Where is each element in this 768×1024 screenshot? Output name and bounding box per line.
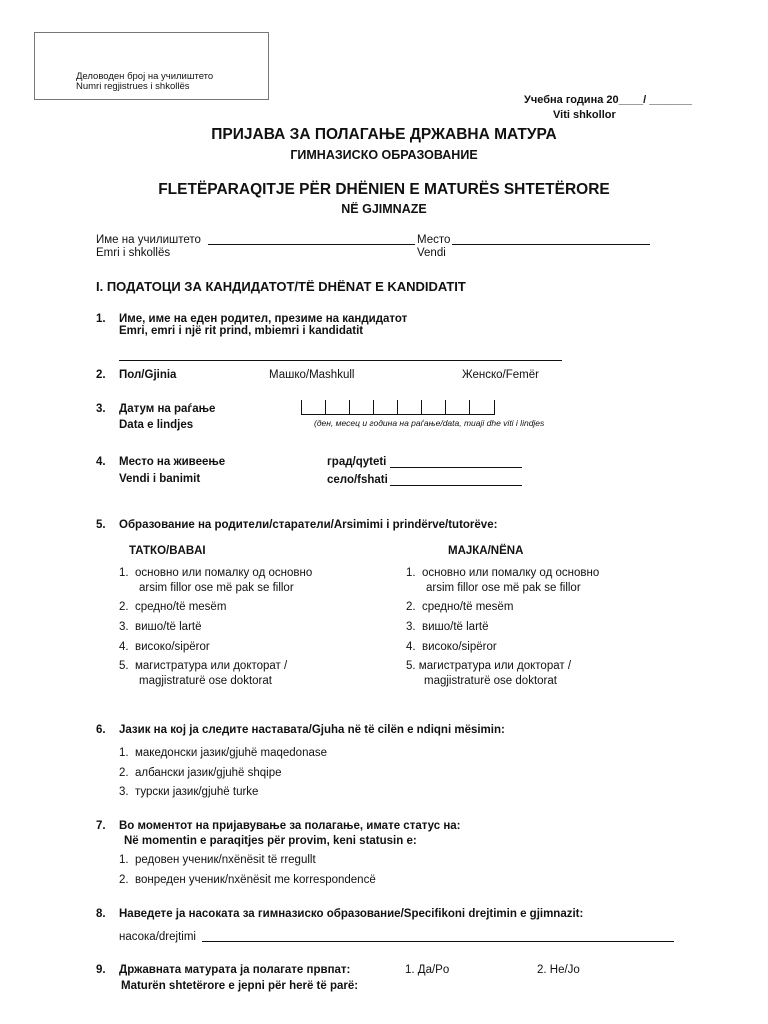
gender-option-male[interactable]: Машко/Mashkull [269, 369, 355, 381]
form-title-mk: ПРИЈАВА ЗА ПОЛАГАЊЕ ДРЖАВНА МАТУРА [211, 126, 557, 143]
option-text: средно/të mesëm [421, 601, 514, 613]
school-name-label-sq: Emri i shkollës [96, 247, 171, 259]
option-text: вишо/të lartë [134, 621, 202, 633]
school-year-label-mk: Учебна година 20____/ _______ [524, 94, 693, 106]
village-label: село/fshati [327, 474, 388, 486]
q1-number: 1. [96, 313, 106, 325]
option-number: 3. [406, 621, 416, 633]
date-box[interactable] [349, 400, 374, 415]
q6-number: 6. [96, 724, 106, 736]
first-time-option-no[interactable]: 2. Не/Jo [537, 964, 580, 976]
mother-option-4[interactable] [406, 641, 497, 653]
language-option-albanian[interactable]: 2. албански јазик/gjuhë shqipe [119, 767, 282, 779]
date-box[interactable] [469, 400, 495, 415]
q9-number: 9. [96, 964, 106, 976]
status-option-regular[interactable]: 1. редовен ученик/nxënësit të rregullt [119, 854, 316, 866]
school-name-label-mk: Име на училиштето [96, 234, 201, 246]
mother-option-5[interactable] [406, 660, 571, 672]
place-label-mk: Место [417, 234, 451, 246]
option-text: турски јазик/gjuhë turke [134, 786, 259, 798]
option-text: основно или помалку од основно [134, 567, 313, 579]
option-text: вонреден ученик/nxënësit me korrespondencë [134, 874, 376, 886]
mother-option-5-sq: magjistraturë ose doktorat [424, 675, 557, 687]
residence-label-mk: Место на живеење [119, 456, 226, 468]
village-field[interactable] [390, 485, 522, 486]
first-time-label-sq: Maturën shtetërore e jepni për herë të parë: [121, 980, 359, 992]
option-text: редовен ученик/nxënësit të rregullt [134, 854, 316, 866]
father-option-5[interactable] [119, 660, 287, 672]
option-number: 1. [119, 567, 129, 579]
father-option-1[interactable] [119, 567, 312, 579]
date-box[interactable] [445, 400, 470, 415]
option-text: вишо/të lartë [421, 621, 489, 633]
gender-option-female[interactable]: Женско/Femër [462, 369, 539, 381]
form-subtitle-mk: ГИМНАЗИСКО ОБРАЗОВАНИЕ [290, 148, 478, 162]
direction-field-label: насока/drejtimi [119, 931, 196, 943]
q2-number: 2. [96, 369, 106, 381]
q1-label-mk: Име, име на еден родител, презиме на кандидатот [119, 313, 408, 325]
language-option-turkish[interactable]: 3. турски јазик/gjuhë turke [119, 786, 259, 798]
place-label-sq: Vendi [417, 247, 446, 259]
option-number: 5. [406, 660, 416, 672]
option-number: 5. [119, 660, 129, 672]
gender-label: Пол/Gjinia [119, 369, 177, 381]
candidate-full-name-field[interactable] [119, 360, 562, 361]
gymnasium-direction-label: Наведете ја насоката за гимназиско образование/Specifikoni drejtimin e gjimnazit: [119, 908, 584, 920]
father-option-4[interactable] [119, 641, 210, 653]
option-text: високо/sipëror [421, 641, 497, 653]
place-field[interactable] [452, 244, 650, 245]
q4-number: 4. [96, 456, 106, 468]
registration-label-sq: Numri regjistrues i shkollës [76, 81, 190, 92]
teaching-language-label: Јазик на кој ја следите наставата/Gjuha në të cilën e ndiqni mësimin: [119, 724, 505, 736]
city-field[interactable] [390, 467, 522, 468]
direction-field[interactable] [202, 941, 674, 942]
residence-label-sq: Vendi i banimit [119, 473, 201, 485]
option-number: 4. [406, 641, 416, 653]
status-label-mk: Во моментот на пријавување за полагање, имате статус на: [119, 820, 461, 832]
option-text: високо/sipëror [134, 641, 210, 653]
date-box[interactable] [421, 400, 446, 415]
first-time-option-yes[interactable]: 1. Да/Po [405, 964, 450, 976]
q7-number: 7. [96, 820, 106, 832]
option-text: магистратура или докторат / [418, 660, 572, 672]
q1-label-sq: Emri, emri i një rit prind, mbiemri i kandidatit [119, 325, 364, 337]
q5-number: 5. [96, 519, 106, 531]
date-box[interactable] [397, 400, 422, 415]
status-label-sq: Në momentin e paraqitjes për provim, keni statusin e: [124, 835, 417, 847]
mother-option-3[interactable] [406, 621, 489, 633]
q3-number: 3. [96, 403, 106, 415]
mother-option-1[interactable] [406, 567, 599, 579]
city-label: град/qyteti [327, 456, 387, 468]
option-number: 3. [119, 621, 129, 633]
form-subtitle-sq: NË GJIMNAZE [341, 202, 427, 216]
date-box[interactable] [373, 400, 398, 415]
school-name-field[interactable] [208, 244, 415, 245]
birth-date-label-mk: Датум на раѓање [119, 403, 216, 415]
father-column-title: ТАТКО/BABAI [129, 545, 206, 557]
option-text: магистратура или докторат / [134, 660, 288, 672]
option-number: 1. [406, 567, 416, 579]
option-text: основно или помалку од основно [421, 567, 600, 579]
option-text: албански јазик/gjuhë shqipe [134, 767, 282, 779]
form-title-sq: FLETËPARAQITJE PËR DHËNIEN E MATURËS SHTETËRORE [158, 181, 610, 198]
mother-column-title: МАЈКА/NËNA [448, 545, 524, 557]
father-option-1-sq: arsim fillor ose më pak se fillor [139, 582, 294, 594]
date-box[interactable] [301, 400, 326, 415]
father-option-5-sq: magjistraturë ose doktorat [139, 675, 272, 687]
birth-date-label-sq: Data e lindjes [119, 419, 194, 431]
option-text: средно/të mesëm [134, 601, 227, 613]
mother-option-1-sq: arsim fillor ose më pak se fillor [426, 582, 581, 594]
birth-date-hint: (ден, месец и година на раѓање/data, muaji dhe viti i lindjes [314, 418, 545, 428]
q8-number: 8. [96, 908, 106, 920]
registration-label-mk: Деловоден број на училиштето [76, 71, 214, 82]
status-option-correspondence[interactable]: 2. вонреден ученик/nxënësit me korrespondencë [119, 874, 376, 886]
date-box[interactable] [325, 400, 350, 415]
first-time-label-mk: Државната матурата ја полагате првпат: [119, 964, 351, 976]
section-title-candidate-data: I. ПОДАТОЦИ ЗА КАНДИДАТОТ/TË DHËNAT E KANDIDATIT [96, 279, 466, 294]
parent-education-label: Образование на родители/старатели/Arsimimi i prindërve/tutorëve: [119, 519, 498, 531]
mother-option-2[interactable] [406, 601, 513, 613]
father-option-3[interactable] [119, 621, 202, 633]
father-option-2[interactable] [119, 601, 226, 613]
registration-number-label [76, 72, 213, 92]
school-year-label-sq: Viti shkollor [553, 109, 616, 121]
option-text: македонски јазик/gjuhë maqedonase [134, 747, 328, 759]
option-number: 4. [119, 641, 129, 653]
option-number: 2. [119, 601, 129, 613]
option-number: 2. [406, 601, 416, 613]
language-option-macedonian[interactable]: 1. македонски јазик/gjuhë maqedonase [119, 747, 328, 759]
